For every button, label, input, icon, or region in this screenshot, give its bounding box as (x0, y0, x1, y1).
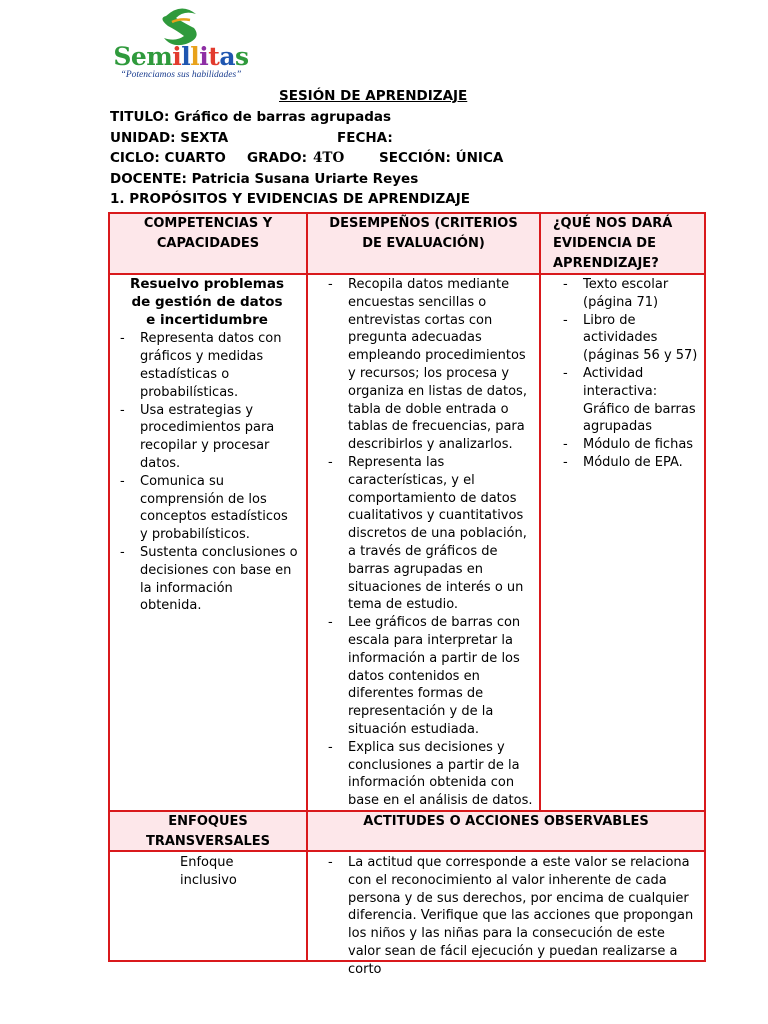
actitud-cell (308, 854, 704, 979)
fecha-label: FECHA: (337, 130, 393, 146)
list-item: - Módulo de EPA. (559, 454, 700, 472)
logo-letter: l (181, 42, 191, 71)
list-item: - Lee gráficos de barras con escala para interpretar la información a partir de los datos contenidos en diferentes formas de representación y de la situación estudiada. (324, 614, 533, 739)
logo-letter: S (113, 42, 131, 71)
propositos-table (108, 212, 706, 977)
enfoque-cell (180, 854, 256, 890)
logo-letter: i (199, 42, 209, 71)
header-actitudes-text: ACTITUDES O ACCIONES OBSERVABLES (363, 814, 649, 829)
list-item: - Módulo de fichas (559, 436, 700, 454)
logo-letter: e (130, 42, 147, 71)
list-item: - Libro de actividades (páginas 56 y 57) (559, 312, 700, 365)
list-item: - Representa datos con gráficos y medidas estadísticas o probabilísticas. (116, 330, 298, 401)
titulo-line: TITULO: Gráfico de barras agrupadas (110, 109, 392, 125)
section-heading: 1. PROPÓSITOS Y EVIDENCIAS DE APRENDIZAJE (110, 191, 471, 207)
grado-label: GRADO: (247, 150, 308, 166)
semillitas-logo (106, 4, 256, 82)
header-enfoques-text: ENFOQUES TRANSVERSALES (145, 814, 271, 849)
logo-letter: i (172, 42, 182, 71)
competencias-cell (110, 276, 306, 615)
competencia-title: Resuelvo problemas de gestión de datos e incertidumbre (129, 276, 284, 328)
evidencias-list (559, 276, 700, 472)
logo-letter: t (208, 42, 220, 71)
desempenos-list (324, 276, 533, 810)
list-item: - Sustenta conclusiones o decisiones con base en la información obtenida. (116, 544, 298, 615)
session-title: SESIÓN DE APRENDIZAJE (279, 88, 468, 104)
logo-wordmark (106, 42, 256, 71)
list-item: - La actitud que corresponde a este valor se relaciona con el reconocimiento al valor inherente de cada persona y de sus derechos, por encima de cualquier diferencia. Verifique que las acciones que propongan los niños y las niñas para la consecución de este valor sean de fácil ejecución y puedan realizarse a corto (324, 854, 696, 979)
logo-letter: l (190, 42, 200, 71)
enfoque-text: Enfoque inclusivo (180, 855, 237, 888)
header-desempenos (308, 214, 539, 273)
desempenos-cell (308, 276, 539, 810)
list-item: - Explica sus decisiones y conclusiones a partir de la información obtenida con base en el análisis de datos. (324, 739, 533, 810)
header-competencias-text: COMPETENCIAS Y CAPACIDADES (143, 216, 273, 251)
capacidades-list (116, 330, 298, 615)
logo-letter: s (235, 42, 249, 71)
header-actitudes (308, 812, 704, 850)
list-item: - Recopila datos mediante encuestas sencillas o entrevistas cortas con pregunta adecuadas empleando procedimientos y recursos; los procesa y organiza en listas de datos, tabla de doble entrada o tablas de frecuencias, para describirlos y analizarlos. (324, 276, 533, 454)
ciclo-line: CICLO: CUARTO (110, 150, 226, 166)
list-item: - Usa estrategias y procedimientos para recopilar y procesar datos. (116, 402, 298, 473)
evidencias-cell (541, 276, 704, 472)
logo-s-emblem (106, 4, 256, 46)
header-evidencia (541, 214, 704, 273)
header-evidencia-text: ¿QUÉ NOS DARÁ EVIDENCIA DE APRENDIZAJE? (553, 216, 673, 271)
header-enfoques (110, 812, 306, 850)
list-item: - Comunica su comprensión de los conceptos estadísticos y probabilísticos. (116, 473, 298, 544)
unidad-line: UNIDAD: SEXTA (110, 130, 229, 146)
actitud-list (324, 854, 696, 979)
list-item: - Actividad interactiva: Gráfico de barras agrupadas (559, 365, 700, 436)
header-competencias (110, 214, 306, 273)
logo-tagline: “Potenciamos sus habilidades” (120, 70, 242, 80)
list-item: - Texto escolar (página 71) (559, 276, 700, 312)
grado-value: 4TO (313, 150, 345, 166)
header-desempenos-text: DESEMPEÑOS (CRITERIOS DE EVALUACIÓN) (329, 216, 518, 251)
logo-letter: a (219, 42, 236, 71)
seccion-line: SECCIÓN: ÚNICA (379, 150, 504, 166)
docente-line: DOCENTE: Patricia Susana Uriarte Reyes (110, 171, 419, 187)
logo-letter: m (146, 42, 173, 71)
list-item: - Representa las características, y el comportamiento de datos cualitativos y cuantitativos discretos de una población, a través de gráficos de barras agrupadas en situaciones de interés o un tema de estudio. (324, 454, 533, 614)
